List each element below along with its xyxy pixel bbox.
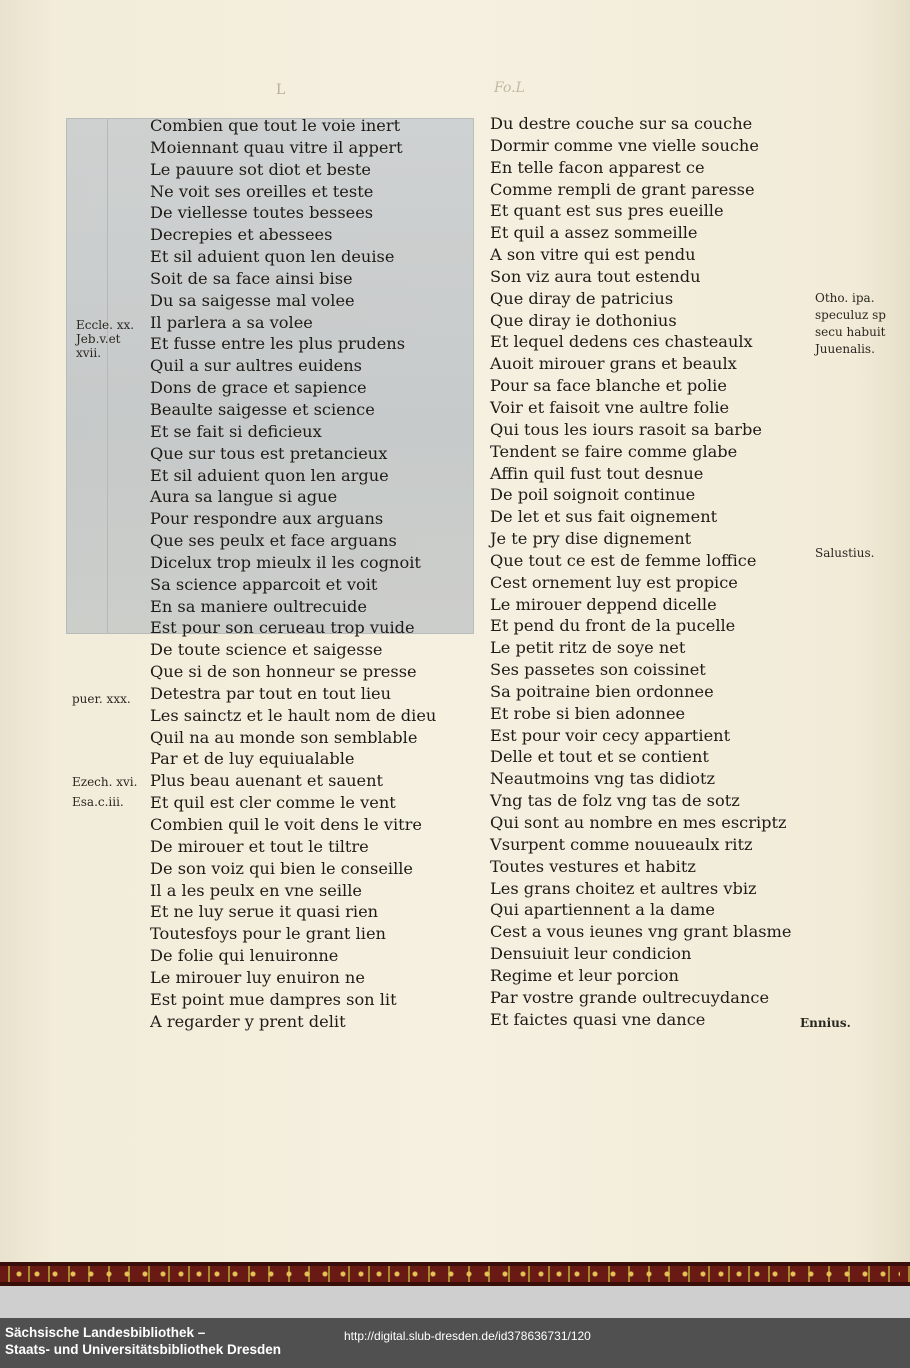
text-line: Vsurpent comme nouueaulx ritz [490,834,753,854]
text-line: Les sainctz et le hault nom de dieu [150,705,437,725]
text-line: Les grans choitez et aultres vbiz [490,878,757,898]
right-text-column [490,113,810,1030]
text-line: Est point mue dampres son lit [150,989,397,1009]
text-line: Soit de sa face ainsi bise [150,268,353,288]
text-line: Auoit mirouer grans et beaulx [490,354,737,374]
illustration-border-line [107,119,108,633]
margin-note-line: Otho. ipa. [815,291,875,305]
text-line: De poil soignoit continue [490,485,696,505]
text-line: Il parlera a sa volee [150,312,313,332]
text-line: Neautmoins vng tas didiotz [490,769,716,789]
text-line: Et lequel dedens ces chasteaulx [490,332,753,352]
text-line: Tendent se faire comme glabe [490,441,738,461]
text-line: Toutesfoys pour le grant lien [150,924,386,944]
text-line: Aura sa langue si ague [150,487,338,507]
text-line: Que si de son honneur se presse [150,662,417,682]
text-line: De let et sus fait oignement [490,507,718,527]
text-line: Cest a vous ieunes vng grant blasme [490,922,792,942]
text-line: Le petit ritz de soye net [490,638,686,658]
text-line: Sa poitraine bien ordonnee [490,681,714,701]
margin-note-line: Eccle. xx. [76,318,135,332]
text-line: Je te pry dise dignement [490,529,692,549]
institution-line-1: Sächsische Landesbibliothek – [5,1325,206,1340]
text-line: Voir et faisoit vne aultre folie [490,397,730,417]
text-line: Affin quil fust tout desnue [490,463,704,483]
text-line: Comme rempli de grant paresse [490,179,755,199]
text-line: Et quant est sus pres eueille [490,201,724,221]
text-line: En sa maniere oultrecuide [150,596,367,616]
margin-note-line: secu habuit [815,325,886,339]
text-line: Et quil a assez sommeille [490,223,698,243]
text-line: A son vitre qui est pendu [490,245,696,265]
text-line: Et se fait si deficieux [150,421,322,441]
text-line: Que diray de patricius [490,288,674,308]
text-line: Quil a sur aultres euidens [150,356,362,376]
text-line: Qui tous les iours rasoit sa barbe [490,419,762,439]
text-line: Et sil aduient quon len argue [150,465,389,485]
text-line: Et faictes quasi vne dance [490,1009,706,1029]
margin-note-puer: puer. xxx. [72,692,131,706]
text-line: Que sur tous est pretancieux [150,443,388,463]
text-line: De son voiz qui bien le conseille [150,858,414,878]
text-line: Ne voit ses oreilles et teste [150,181,374,201]
text-line: Son viz aura tout estendu [490,266,701,286]
text-line: Vng tas de folz vng tas de sotz [490,791,740,811]
text-line: Decrepies et abessees [150,225,333,245]
text-line: Par vostre grande oultrecuydance [490,987,770,1007]
margin-note-line: speculuz sp [815,308,886,322]
text-line: Et sil aduient quon len deuise [150,247,395,267]
text-line: Regime et leur porcion [490,965,679,985]
text-line: Dons de grace et sapience [150,378,367,398]
text-line: De viellesse toutes bessees [150,203,374,223]
text-line: Que tout ce est de femme loffice [490,550,757,570]
text-line: Le pauure sot diot et beste [150,159,372,179]
margin-note-line: xvii. [76,346,102,360]
margin-note-ezech [72,772,137,812]
text-line: A regarder y prent delit [150,1011,346,1031]
text-line: Moiennant quau vitre il appert [150,137,403,157]
margin-note-line: Ezech. xvi. [72,775,138,789]
text-line: Que ses peulx et face arguans [150,531,397,551]
left-text-column [150,115,480,1032]
text-line: Et quil est cler comme le vent [150,793,396,813]
text-line: Densuiuit leur condicion [490,944,692,964]
text-line: Detestra par tout en tout lieu [150,683,392,703]
institution-name [5,1324,281,1358]
text-line: Est pour son cerueau trop vuide [150,618,415,638]
text-line: Cest ornement luy est propice [490,572,738,592]
margin-note-line: Esa.c.iii. [72,795,124,809]
text-line: Le mirouer luy enuiron ne [150,967,365,987]
text-line: Beaulte saigesse et science [150,399,375,419]
text-line: Le mirouer deppend dicelle [490,594,717,614]
text-line: Pour sa face blanche et polie [490,376,727,396]
text-line: De folie qui lenuironne [150,946,339,966]
text-line: De mirouer et tout le tiltre [150,836,369,856]
text-line: Ses passetes son coissinet [490,660,706,680]
ornament-dots [10,1268,900,1280]
margin-note-otho [815,290,886,358]
folio-right: Fo.L [494,80,525,96]
text-line: Pour respondre aux arguans [150,509,384,529]
text-line: Du sa saigesse mal volee [150,290,355,310]
margin-note-line: Jeb.v.et [76,332,121,346]
text-line: Et ne luy serue it quasi rien [150,902,379,922]
text-line: Est pour voir cecy appartient [490,725,731,745]
institution-line-2: Staats- und Universitätsbibliothek Dresden [5,1342,282,1357]
text-line: Delle et tout et se contient [490,747,709,767]
text-line: Il a les peulx en vne seille [150,880,362,900]
margin-note-line: Juuenalis. [815,342,875,356]
folio-left: L [276,82,286,98]
text-line: Qui sont au nombre en mes escriptz [490,813,787,832]
text-line: De toute science et saigesse [150,640,383,660]
text-line: Quil na au monde son semblable [150,727,418,747]
margin-note-eccle [76,318,134,360]
text-line: Du destre couche sur sa couche [490,114,753,133]
text-line: Et robe si bien adonnee [490,703,686,723]
text-line: Dicelux trop mieulx il les cognoit [150,552,421,572]
margin-note-ennius: Ennius. [800,1016,851,1030]
decorative-border-strip [0,1262,910,1286]
permalink-url[interactable]: http://digital.slub-dresden.de/id378636731/120 [344,1329,591,1343]
margin-note-salust: Salustius. [815,546,875,560]
text-line: En telle facon apparest ce [490,157,705,177]
text-line: Qui apartiennent a la dame [490,900,715,920]
text-line: Combien quil le voit dens le vitre [150,815,422,834]
text-line: Que diray ie dothonius [490,310,677,330]
text-line: Et fusse entre les plus prudens [150,334,406,354]
text-line: Sa science apparcoit et voit [150,574,378,594]
text-line: Et pend du front de la pucelle [490,616,736,636]
text-line: Plus beau auenant et sauent [150,771,384,791]
text-line: Par et de luy equiualable [150,749,355,769]
text-line: Dormir comme vne vielle souche [490,135,759,155]
text-line: Toutes vestures et habitz [490,856,696,876]
text-line: Combien que tout le voie inert [150,116,401,135]
